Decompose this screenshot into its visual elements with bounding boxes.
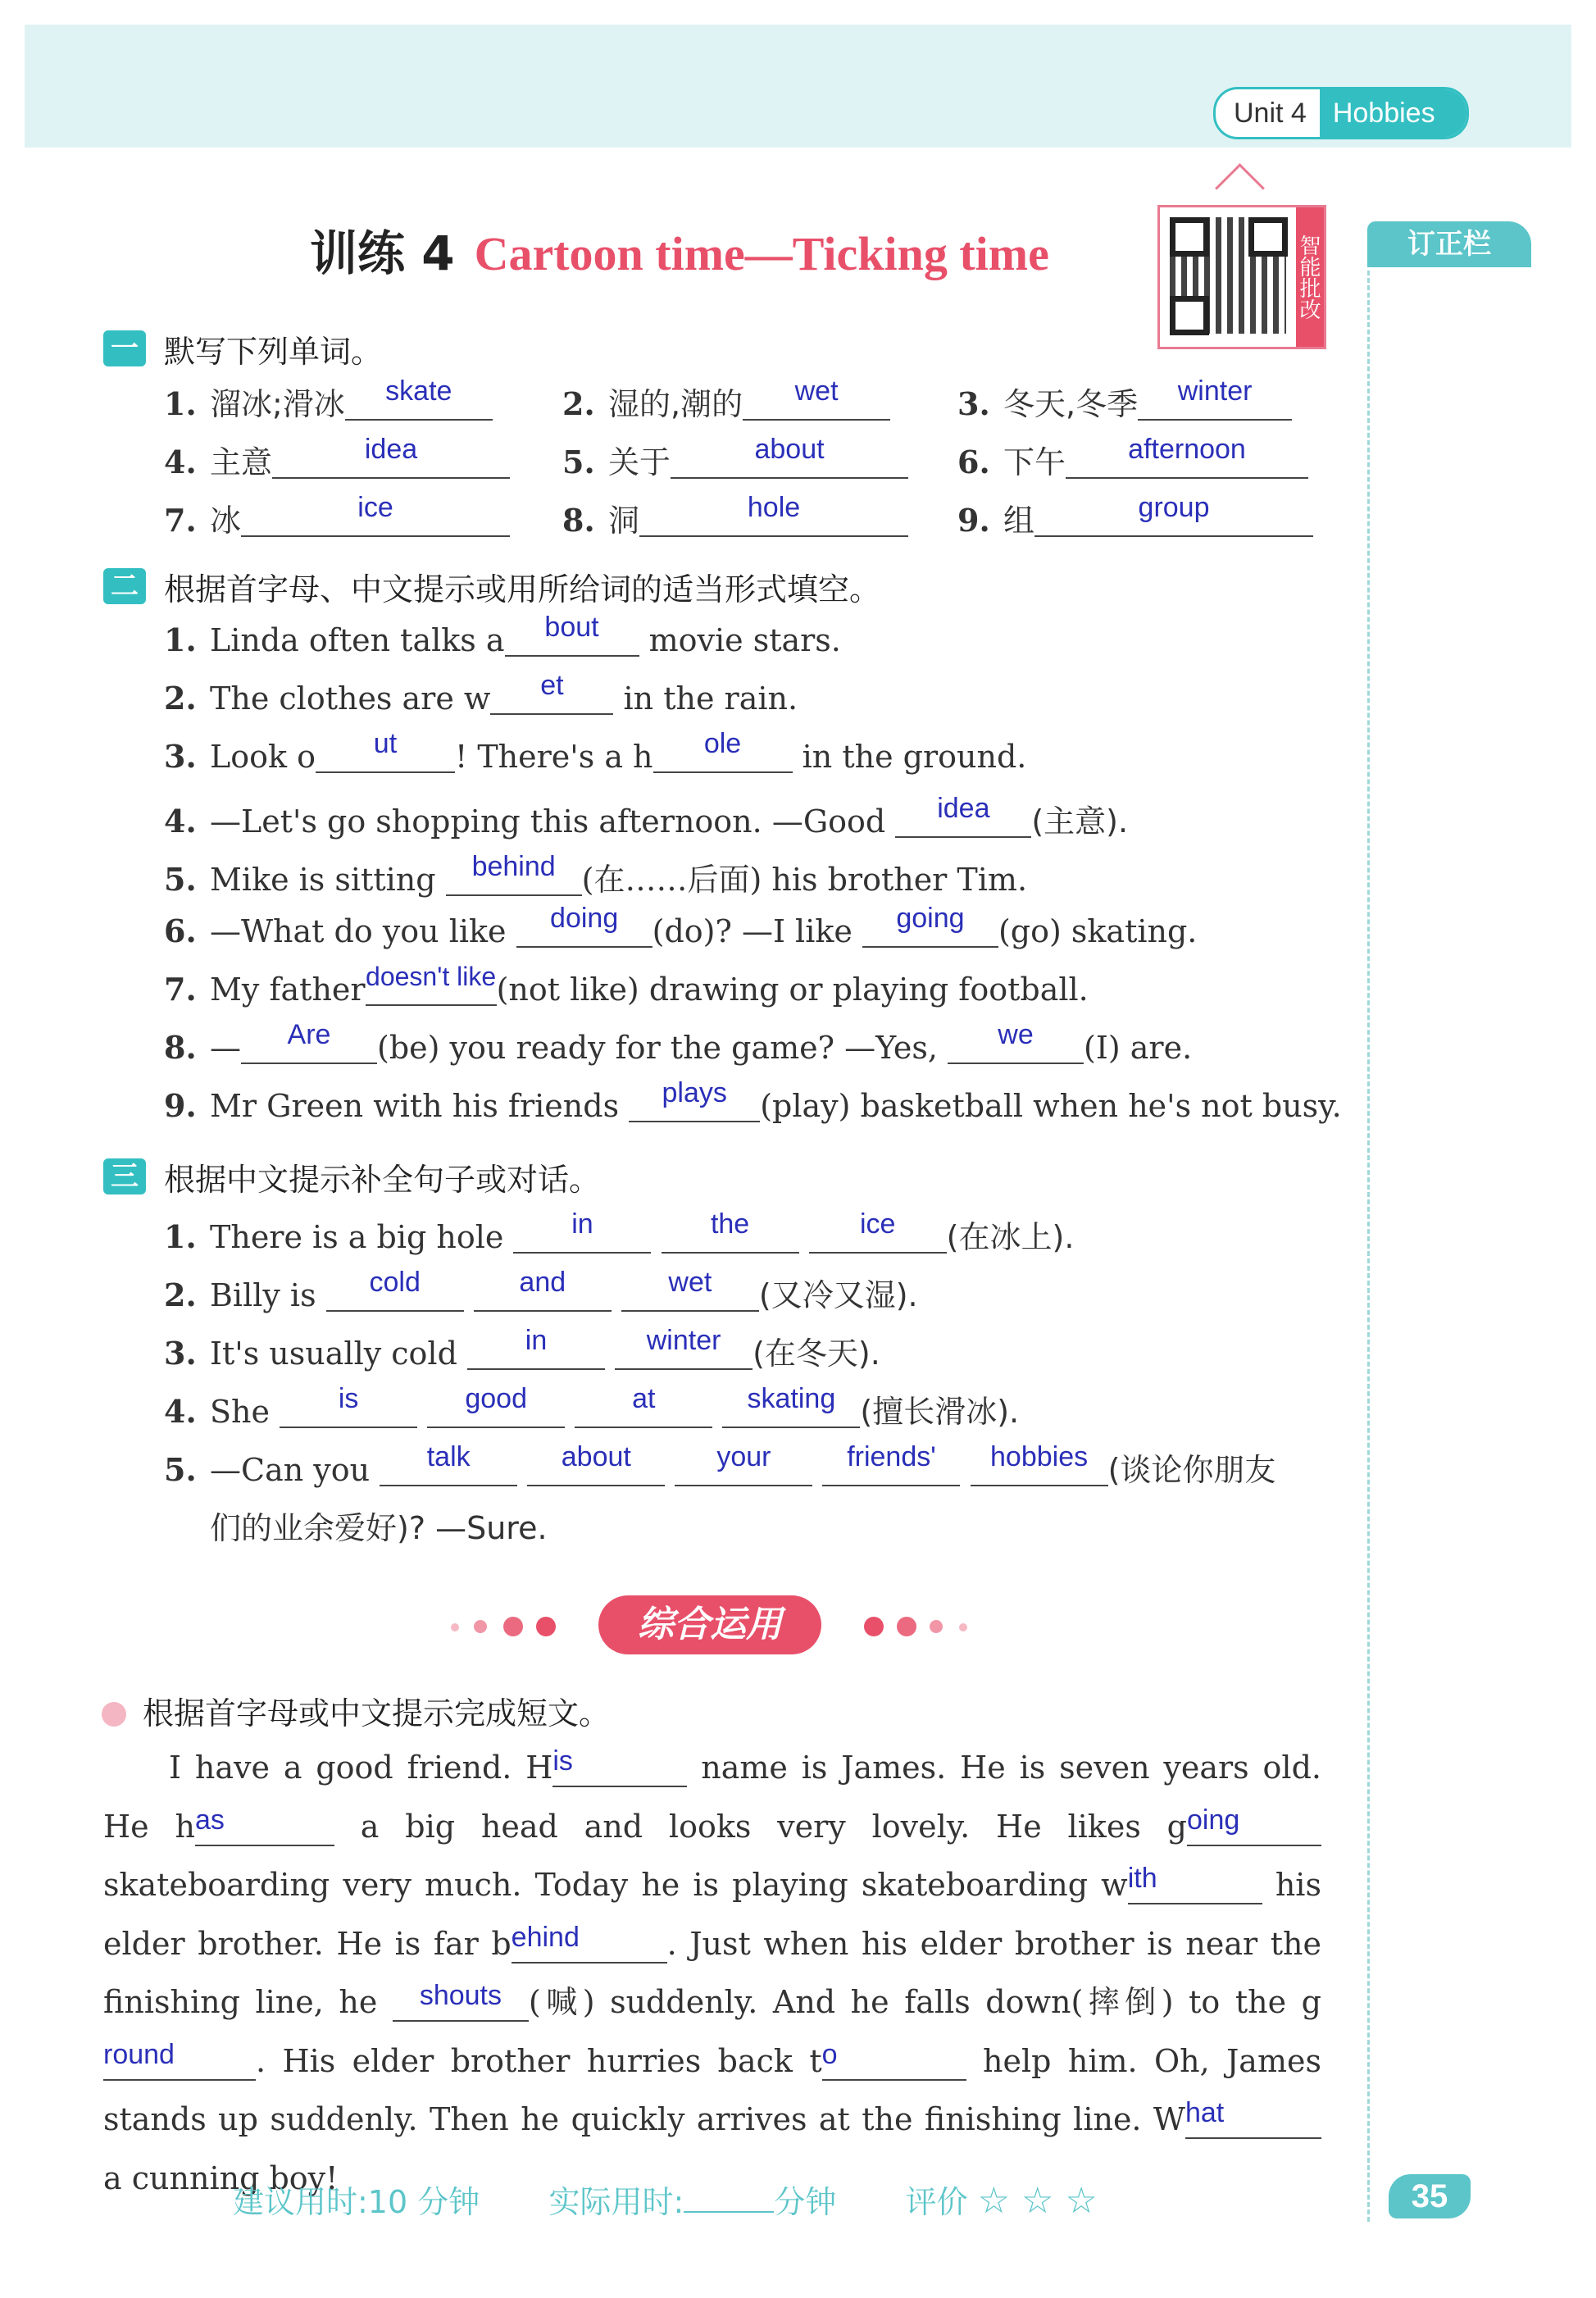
- item-number: 6.: [957, 444, 990, 480]
- qr-code[interactable]: [1157, 205, 1326, 349]
- section-instruction: 根据中文提示补全句子或对话。: [164, 1161, 601, 1198]
- answer-blank[interactable]: hole: [639, 503, 908, 537]
- item-prompt: 冰: [210, 503, 242, 539]
- question-row: 6. —What do you like doing (do)? —I like going (go) skating.: [164, 903, 1198, 949]
- answer-blank[interactable]: ith: [1128, 1870, 1262, 1904]
- answer-blank[interactable]: cold: [326, 1277, 464, 1312]
- decor-dot: [930, 1620, 943, 1633]
- question-row: 4. —Let's go shopping this afternoon. —Good idea (主意).: [164, 793, 1129, 840]
- answer-blank[interactable]: et: [490, 680, 613, 715]
- item-number: 3.: [957, 385, 990, 422]
- section-badge: 一: [103, 330, 146, 366]
- section-3-heading: [103, 1152, 600, 1201]
- decor-dot: [474, 1620, 487, 1633]
- answer-blank[interactable]: afternoon: [1066, 444, 1308, 479]
- correction-column-label: 订正栏: [1367, 221, 1531, 267]
- question-row: 2. The clothes are w et in the rain.: [164, 670, 798, 717]
- minutes-label: 分钟: [774, 2184, 837, 2220]
- section-instruction: 默写下列单词。: [164, 333, 383, 370]
- item-prompt: 组: [1003, 503, 1035, 539]
- answer-blank[interactable]: good: [427, 1394, 565, 1428]
- answer-blank[interactable]: ice: [809, 1219, 947, 1254]
- decor-dot: [451, 1623, 459, 1631]
- unit-label: Unit 4: [1234, 98, 1307, 129]
- qr-corner: [1170, 217, 1209, 257]
- item-prompt: 溜冰;滑冰: [210, 386, 345, 422]
- decor-dot: [897, 1617, 916, 1636]
- section-1-heading: [103, 324, 382, 373]
- item-prompt: 主意: [210, 444, 273, 480]
- item-prompt: 冬天,冬季: [1003, 386, 1139, 422]
- answer-blank[interactable]: hobbies: [971, 1452, 1108, 1486]
- actual-time-label: 实际用时:: [548, 2184, 684, 2220]
- item-prompt: 关于: [608, 444, 671, 480]
- suggested-time: 建议用时:10 分钟: [233, 2184, 480, 2220]
- decor-dot: [959, 1623, 967, 1631]
- title-sub: Cartoon time—Ticking time: [474, 227, 1049, 280]
- answer-blank[interactable]: winter: [1138, 386, 1292, 421]
- answer-blank[interactable]: your: [675, 1452, 812, 1486]
- answer-blank[interactable]: we: [948, 1030, 1084, 1064]
- qr-corner: [1248, 217, 1288, 257]
- answer-blank[interactable]: shouts: [393, 1987, 529, 2022]
- question-row: 3. Look o ut ! There's a h ole in the ground.: [164, 728, 1027, 775]
- answer-blank[interactable]: going: [862, 913, 998, 948]
- question-row: 4. She is good at skating (擅长滑冰).: [164, 1383, 1020, 1430]
- star-rating-icons[interactable]: ☆ ☆ ☆: [977, 2180, 1098, 2222]
- answer-blank[interactable]: in: [513, 1219, 651, 1254]
- answer-blank[interactable]: ice: [241, 503, 510, 537]
- answer-blank[interactable]: behind: [446, 862, 582, 896]
- section-badge: 三: [103, 1158, 146, 1195]
- item-number: 2.: [562, 385, 595, 422]
- answer-blank[interactable]: idea: [272, 444, 510, 479]
- question-row: 5. Mike is sitting behind (在……后面) his brother Tim.: [164, 851, 1028, 898]
- answer-blank[interactable]: and: [474, 1277, 612, 1312]
- item-number: 9.: [957, 502, 990, 539]
- section-instruction: 根据首字母或中文提示完成短文。: [143, 1695, 611, 1731]
- qr-corner: [1170, 296, 1209, 335]
- item-prompt: 洞: [608, 503, 640, 539]
- section-instruction: 根据首字母、中文提示或用所给词的适当形式填空。: [164, 571, 881, 607]
- answer-blank[interactable]: is: [552, 1753, 687, 1787]
- cloze-passage: I have a good friend. His name is James. He is seven years old. He has a big head and looks very lovely. He likes going skateboarding very much. Today he is playing skateboarding with his elder brother. He is far behind . Just when his elder brother is near the finishing line, he shouts (喊) suddenly. And he falls down(摔倒) to the ground . His elder brother hurries back to help him. Oh, James stands up suddenly. Then he quickly arrives at the finishing line. What a cunning boy!: [103, 1745, 1321, 2196]
- answer-blank[interactable]: as: [195, 1812, 334, 1846]
- answer-blank[interactable]: the: [662, 1219, 799, 1254]
- answer-blank[interactable]: talk: [380, 1452, 517, 1486]
- decor-dot: [536, 1617, 556, 1636]
- page-number: 35: [1389, 2174, 1471, 2218]
- item-number: 8.: [562, 502, 595, 539]
- answer-blank[interactable]: winter: [615, 1336, 753, 1370]
- question-row: 5. —Can you talk about your friends' hobbies (谈论你朋友: [164, 1441, 1276, 1488]
- rating-label: 评价: [905, 2184, 968, 2220]
- question-row: 8. — Are (be) you ready for the game? —Yes, we (I) are.: [164, 1019, 1193, 1066]
- question-row: 2. Billy is cold and wet (又冷又湿).: [164, 1267, 918, 1313]
- question-row: 7. My fatherdoesn't like(not like) drawing or playing football.: [164, 962, 1089, 1008]
- question-row: 3. It's usually cold in winter (在冬天).: [164, 1325, 880, 1372]
- answer-blank[interactable]: about: [527, 1452, 665, 1486]
- answer-blank[interactable]: group: [1034, 503, 1313, 537]
- footer-bar: [233, 2177, 1098, 2222]
- answer-blank[interactable]: hat: [1185, 2105, 1321, 2139]
- answer-blank[interactable]: about: [671, 444, 908, 479]
- answer-blank[interactable]: oing: [1187, 1812, 1321, 1846]
- unit-topic: Hobbies: [1320, 89, 1466, 137]
- section-badge: 二: [103, 568, 146, 604]
- answer-blank[interactable]: ehind: [512, 1929, 667, 1964]
- question-row: 1. Linda often talks a bout movie stars.: [164, 612, 841, 658]
- answer-blank[interactable]: ole: [653, 739, 793, 773]
- answer-blank[interactable]: wet: [743, 386, 890, 421]
- actual-time-input[interactable]: [684, 2187, 774, 2213]
- item-number: 4.: [164, 444, 197, 480]
- decor-dot: [503, 1617, 523, 1636]
- answer-blank[interactable]: wet: [621, 1277, 759, 1312]
- flower-icon: [102, 1702, 126, 1727]
- answer-blank[interactable]: skate: [345, 386, 493, 421]
- answer-blank[interactable]: round: [103, 2046, 256, 2081]
- answer-blank[interactable]: o: [822, 2046, 966, 2081]
- item-number: 1.: [164, 385, 197, 422]
- answer-blank[interactable]: in: [467, 1336, 605, 1370]
- answer-blank[interactable]: idea: [895, 803, 1031, 838]
- answer-blank[interactable]: bout: [505, 622, 639, 657]
- page-title: [310, 215, 1049, 284]
- answer-blank[interactable]: friends': [822, 1452, 960, 1486]
- item-prompt: 下午: [1003, 444, 1066, 480]
- answer-blank[interactable]: is: [280, 1394, 417, 1428]
- question-row: 9. Mr Green with his friends plays (play) basketball when he's not busy.: [164, 1077, 1342, 1124]
- decor-dot: [864, 1617, 884, 1636]
- answer-blank[interactable]: ut: [316, 739, 455, 773]
- section-banner: 综合运用: [598, 1595, 821, 1654]
- question-row: 1. There is a big hole in the ice (在冰上).: [164, 1208, 1075, 1255]
- section-4-heading: [143, 1686, 610, 1735]
- title-main: 训练 4: [310, 225, 455, 281]
- answer-blank[interactable]: doing: [516, 913, 652, 948]
- section-2-heading: [103, 562, 880, 611]
- item-number: 7.: [164, 502, 197, 539]
- correction-divider: [1367, 271, 1370, 2222]
- qr-label: 智能批改: [1296, 207, 1324, 347]
- unit-badge: [1213, 87, 1469, 139]
- answer-blank[interactable]: doesn't like: [366, 972, 497, 1006]
- answer-blank[interactable]: skating: [722, 1394, 860, 1428]
- answer-blank[interactable]: Are: [241, 1030, 377, 1064]
- item-prompt: 湿的,潮的: [608, 386, 743, 422]
- item-number: 5.: [562, 444, 595, 480]
- question-row-continued: 们的业余爱好)? —Sure.: [210, 1510, 548, 1546]
- answer-blank[interactable]: plays: [629, 1088, 760, 1122]
- answer-blank[interactable]: at: [575, 1394, 712, 1428]
